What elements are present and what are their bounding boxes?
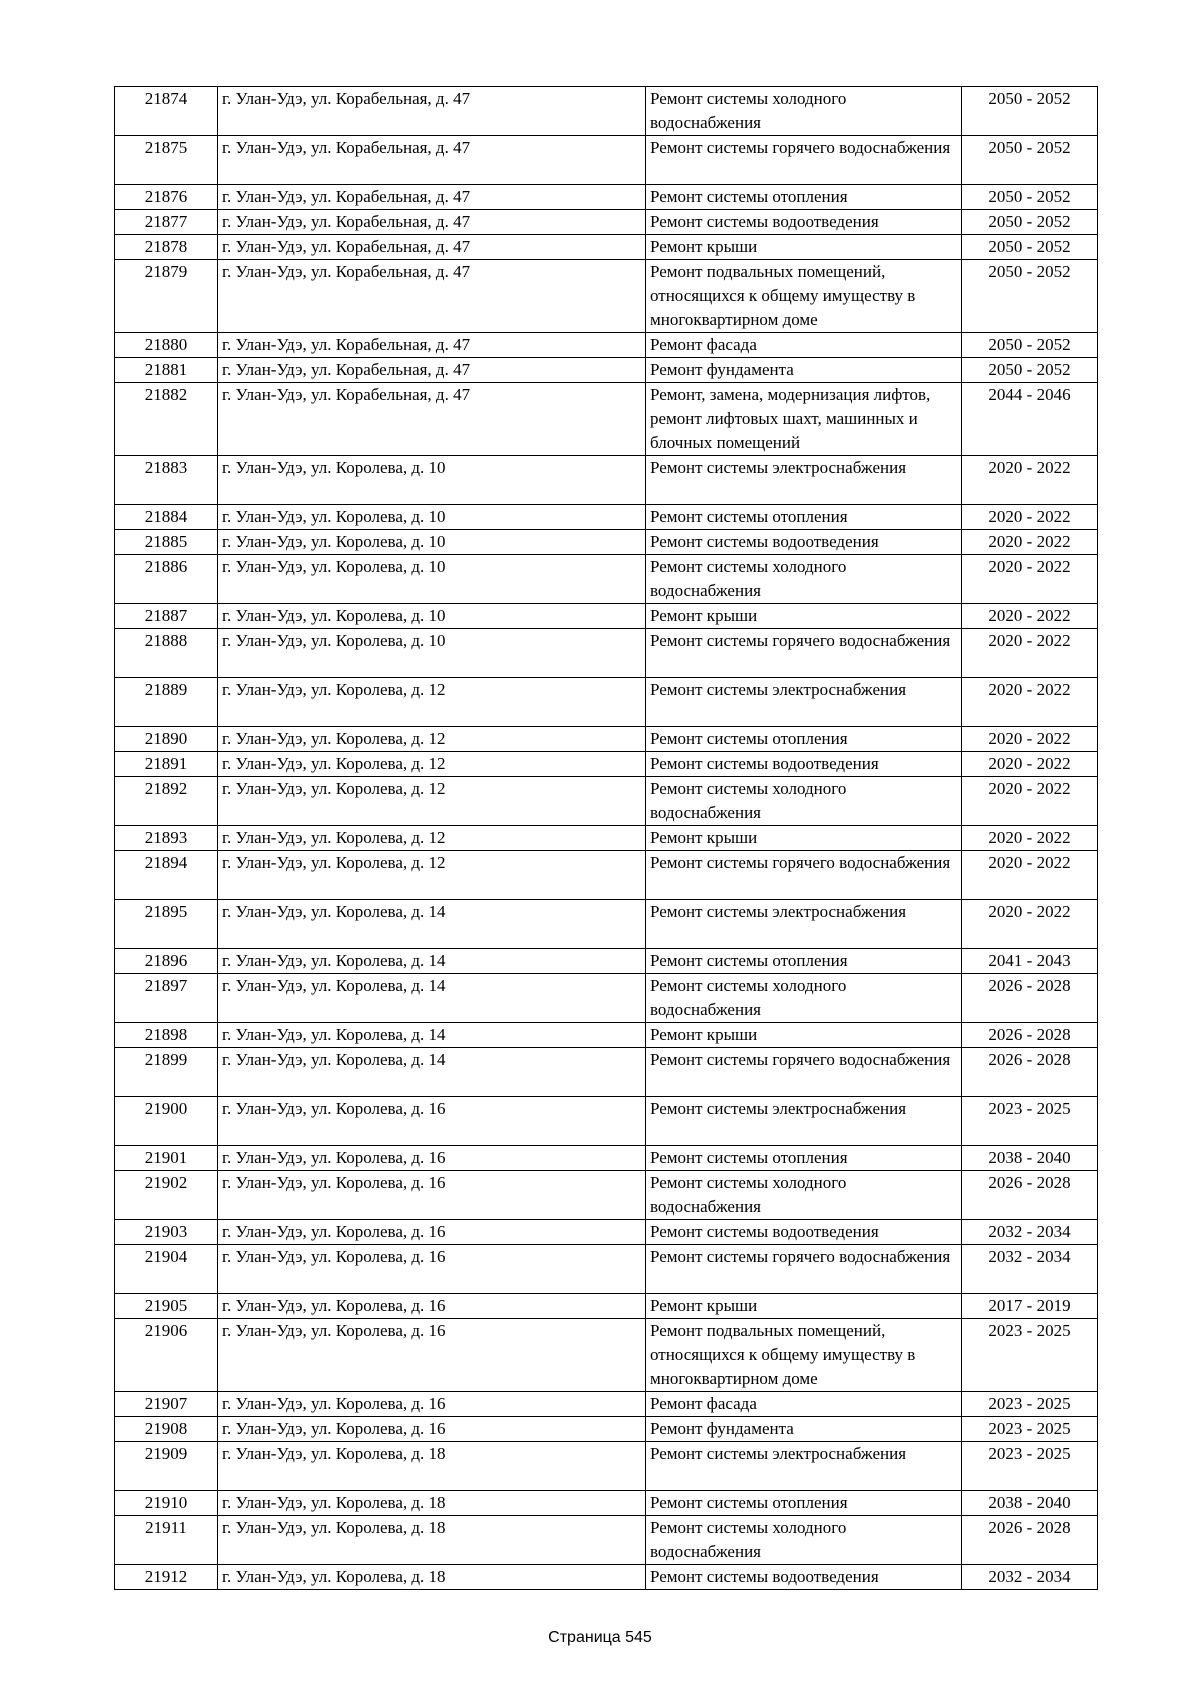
row-number: 21905 [115,1294,218,1319]
table-row [115,136,1098,185]
row-address: г. Улан-Удэ, ул. Королева, д. 18 [218,1565,646,1590]
table-row [115,900,1098,949]
row-work-type: Ремонт подвальных помещений, относящихся к общему имуществу в многоквартирном доме [646,1319,962,1392]
row-work-type: Ремонт системы холодного водоснабжения [646,974,962,1023]
row-work-type: Ремонт подвальных помещений, относящихся к общему имуществу в многоквартирном доме [646,260,962,333]
row-address: г. Улан-Удэ, ул. Королева, д. 16 [218,1294,646,1319]
row-address: г. Улан-Удэ, ул. Королева, д. 12 [218,777,646,826]
row-address: г. Улан-Удэ, ул. Корабельная, д. 47 [218,383,646,456]
row-work-type: Ремонт системы водоотведения [646,530,962,555]
row-period: 2020 - 2022 [962,555,1098,604]
row-address: г. Улан-Удэ, ул. Королева, д. 14 [218,949,646,974]
table-row [115,358,1098,383]
row-address: г. Улан-Удэ, ул. Королева, д. 10 [218,530,646,555]
table-row [115,777,1098,826]
row-work-type: Ремонт системы горячего водоснабжения [646,1048,962,1097]
table-row [115,1319,1098,1392]
row-work-type: Ремонт системы водоотведения [646,210,962,235]
row-address: г. Улан-Удэ, ул. Корабельная, д. 47 [218,136,646,185]
row-work-type: Ремонт системы холодного водоснабжения [646,555,962,604]
row-work-type: Ремонт системы отопления [646,1146,962,1171]
row-number: 21903 [115,1220,218,1245]
row-period: 2020 - 2022 [962,678,1098,727]
row-period: 2020 - 2022 [962,530,1098,555]
row-number: 21894 [115,851,218,900]
row-number: 21889 [115,678,218,727]
row-period: 2020 - 2022 [962,900,1098,949]
row-period: 2050 - 2052 [962,136,1098,185]
row-work-type: Ремонт системы отопления [646,185,962,210]
row-address: г. Улан-Удэ, ул. Королева, д. 12 [218,851,646,900]
table-row [115,1417,1098,1442]
row-period: 2023 - 2025 [962,1097,1098,1146]
row-number: 21879 [115,260,218,333]
table-row [115,456,1098,505]
row-address: г. Улан-Удэ, ул. Корабельная, д. 47 [218,87,646,136]
table-row [115,555,1098,604]
row-number: 21902 [115,1171,218,1220]
row-address: г. Улан-Удэ, ул. Корабельная, д. 47 [218,185,646,210]
row-period: 2038 - 2040 [962,1146,1098,1171]
row-number: 21911 [115,1516,218,1565]
row-number: 21897 [115,974,218,1023]
row-period: 2023 - 2025 [962,1417,1098,1442]
row-work-type: Ремонт фасада [646,1392,962,1417]
row-period: 2020 - 2022 [962,505,1098,530]
table-row [115,1392,1098,1417]
row-period: 2050 - 2052 [962,87,1098,136]
table-row [115,1023,1098,1048]
row-address: г. Улан-Удэ, ул. Королева, д. 18 [218,1491,646,1516]
table-row [115,1146,1098,1171]
row-address: г. Улан-Удэ, ул. Корабельная, д. 47 [218,358,646,383]
table-row [115,530,1098,555]
table-row [115,678,1098,727]
row-number: 21909 [115,1442,218,1491]
row-period: 2020 - 2022 [962,777,1098,826]
repair-schedule-table [114,86,1098,1590]
row-work-type: Ремонт системы холодного водоснабжения [646,87,962,136]
row-number: 21878 [115,235,218,260]
row-period: 2032 - 2034 [962,1245,1098,1294]
row-work-type: Ремонт крыши [646,604,962,629]
row-address: г. Улан-Удэ, ул. Королева, д. 16 [218,1171,646,1220]
row-address: г. Улан-Удэ, ул. Королева, д. 10 [218,555,646,604]
row-number: 21901 [115,1146,218,1171]
row-period: 2050 - 2052 [962,210,1098,235]
row-work-type: Ремонт системы электроснабжения [646,456,962,505]
table-row [115,727,1098,752]
row-period: 2026 - 2028 [962,1023,1098,1048]
row-address: г. Улан-Удэ, ул. Королева, д. 12 [218,678,646,727]
row-address: г. Улан-Удэ, ул. Королева, д. 10 [218,456,646,505]
row-work-type: Ремонт системы горячего водоснабжения [646,851,962,900]
table-row [115,87,1098,136]
row-address: г. Улан-Удэ, ул. Королева, д. 14 [218,900,646,949]
table-row [115,260,1098,333]
row-number: 21906 [115,1319,218,1392]
row-work-type: Ремонт системы горячего водоснабжения [646,629,962,678]
row-work-type: Ремонт системы водоотведения [646,752,962,777]
row-work-type: Ремонт системы холодного водоснабжения [646,777,962,826]
row-address: г. Улан-Удэ, ул. Королева, д. 14 [218,1023,646,1048]
row-number: 21910 [115,1491,218,1516]
row-number: 21876 [115,185,218,210]
row-period: 2050 - 2052 [962,185,1098,210]
table-row [115,1048,1098,1097]
row-period: 2041 - 2043 [962,949,1098,974]
row-address: г. Улан-Удэ, ул. Королева, д. 14 [218,974,646,1023]
row-period: 2050 - 2052 [962,358,1098,383]
row-period: 2050 - 2052 [962,235,1098,260]
row-number: 21885 [115,530,218,555]
row-number: 21912 [115,1565,218,1590]
row-address: г. Улан-Удэ, ул. Королева, д. 10 [218,629,646,678]
row-period: 2050 - 2052 [962,260,1098,333]
row-period: 2026 - 2028 [962,1171,1098,1220]
table-row [115,1245,1098,1294]
row-number: 21908 [115,1417,218,1442]
row-address: г. Улан-Удэ, ул. Корабельная, д. 47 [218,210,646,235]
row-period: 2020 - 2022 [962,456,1098,505]
table-row [115,629,1098,678]
row-address: г. Улан-Удэ, ул. Королева, д. 18 [218,1516,646,1565]
row-address: г. Улан-Удэ, ул. Королева, д. 16 [218,1417,646,1442]
row-address: г. Улан-Удэ, ул. Королева, д. 12 [218,727,646,752]
row-number: 21893 [115,826,218,851]
table-row [115,826,1098,851]
row-address: г. Улан-Удэ, ул. Королева, д. 16 [218,1097,646,1146]
row-work-type: Ремонт фундамента [646,1417,962,1442]
row-address: г. Улан-Удэ, ул. Корабельная, д. 47 [218,260,646,333]
row-number: 21907 [115,1392,218,1417]
row-number: 21877 [115,210,218,235]
table-row [115,1442,1098,1491]
row-period: 2032 - 2034 [962,1565,1098,1590]
row-work-type: Ремонт крыши [646,235,962,260]
row-number: 21896 [115,949,218,974]
row-work-type: Ремонт системы отопления [646,949,962,974]
row-period: 2020 - 2022 [962,629,1098,678]
row-number: 21887 [115,604,218,629]
row-address: г. Улан-Удэ, ул. Королева, д. 16 [218,1319,646,1392]
table-row [115,333,1098,358]
row-work-type: Ремонт системы электроснабжения [646,1097,962,1146]
row-work-type: Ремонт системы электроснабжения [646,900,962,949]
row-number: 21898 [115,1023,218,1048]
row-period: 2050 - 2052 [962,333,1098,358]
row-period: 2026 - 2028 [962,1516,1098,1565]
row-period: 2026 - 2028 [962,1048,1098,1097]
row-work-type: Ремонт крыши [646,1294,962,1319]
row-period: 2020 - 2022 [962,752,1098,777]
table-row [115,1491,1098,1516]
row-number: 21900 [115,1097,218,1146]
row-work-type: Ремонт фундамента [646,358,962,383]
row-number: 21875 [115,136,218,185]
row-period: 2017 - 2019 [962,1294,1098,1319]
row-work-type: Ремонт системы холодного водоснабжения [646,1516,962,1565]
row-period: 2032 - 2034 [962,1220,1098,1245]
row-work-type: Ремонт фасада [646,333,962,358]
table-row [115,1294,1098,1319]
page-number: Страница 545 [548,1629,652,1646]
row-number: 21881 [115,358,218,383]
row-number: 21888 [115,629,218,678]
table-row [115,235,1098,260]
row-address: г. Улан-Удэ, ул. Королева, д. 12 [218,752,646,777]
row-number: 21884 [115,505,218,530]
row-period: 2023 - 2025 [962,1442,1098,1491]
row-address: г. Улан-Удэ, ул. Королева, д. 16 [218,1392,646,1417]
row-number: 21904 [115,1245,218,1294]
table-row [115,752,1098,777]
row-work-type: Ремонт системы электроснабжения [646,678,962,727]
row-number: 21886 [115,555,218,604]
row-period: 2026 - 2028 [962,974,1098,1023]
table-row [115,1516,1098,1565]
row-work-type: Ремонт системы отопления [646,1491,962,1516]
row-work-type: Ремонт системы отопления [646,505,962,530]
row-number: 21874 [115,87,218,136]
table-row [115,1220,1098,1245]
row-period: 2023 - 2025 [962,1319,1098,1392]
row-number: 21891 [115,752,218,777]
row-work-type: Ремонт системы электроснабжения [646,1442,962,1491]
table-row [115,210,1098,235]
table-row [115,185,1098,210]
row-work-type: Ремонт системы холодного водоснабжения [646,1171,962,1220]
table-row [115,505,1098,530]
row-number: 21890 [115,727,218,752]
row-address: г. Улан-Удэ, ул. Корабельная, д. 47 [218,333,646,358]
table-row [115,1565,1098,1590]
row-address: г. Улан-Удэ, ул. Королева, д. 16 [218,1146,646,1171]
row-address: г. Улан-Удэ, ул. Королева, д. 16 [218,1245,646,1294]
row-address: г. Улан-Удэ, ул. Королева, д. 12 [218,826,646,851]
row-work-type: Ремонт системы водоотведения [646,1565,962,1590]
row-address: г. Улан-Удэ, ул. Королева, д. 10 [218,505,646,530]
row-number: 21882 [115,383,218,456]
table-row [115,949,1098,974]
row-number: 21880 [115,333,218,358]
row-work-type: Ремонт системы горячего водоснабжения [646,1245,962,1294]
row-number: 21883 [115,456,218,505]
row-work-type: Ремонт системы отопления [646,727,962,752]
row-address: г. Улан-Удэ, ул. Королева, д. 18 [218,1442,646,1491]
row-period: 2023 - 2025 [962,1392,1098,1417]
row-work-type: Ремонт крыши [646,826,962,851]
row-work-type: Ремонт, замена, модернизация лифтов, ремонт лифтовых шахт, машинных и блочных помещений [646,383,962,456]
row-work-type: Ремонт крыши [646,1023,962,1048]
row-work-type: Ремонт системы горячего водоснабжения [646,136,962,185]
row-address: г. Улан-Удэ, ул. Корабельная, д. 47 [218,235,646,260]
table-row [115,1097,1098,1146]
row-address: г. Улан-Удэ, ул. Королева, д. 14 [218,1048,646,1097]
row-period: 2020 - 2022 [962,851,1098,900]
row-number: 21895 [115,900,218,949]
table-row [115,604,1098,629]
row-period: 2044 - 2046 [962,383,1098,456]
row-period: 2020 - 2022 [962,604,1098,629]
table-row [115,851,1098,900]
row-number: 21899 [115,1048,218,1097]
table-row [115,974,1098,1023]
table-row [115,1171,1098,1220]
row-address: г. Улан-Удэ, ул. Королева, д. 16 [218,1220,646,1245]
row-period: 2020 - 2022 [962,727,1098,752]
row-address: г. Улан-Удэ, ул. Королева, д. 10 [218,604,646,629]
table-row [115,383,1098,456]
row-work-type: Ремонт системы водоотведения [646,1220,962,1245]
row-period: 2020 - 2022 [962,826,1098,851]
row-period: 2038 - 2040 [962,1491,1098,1516]
row-number: 21892 [115,777,218,826]
